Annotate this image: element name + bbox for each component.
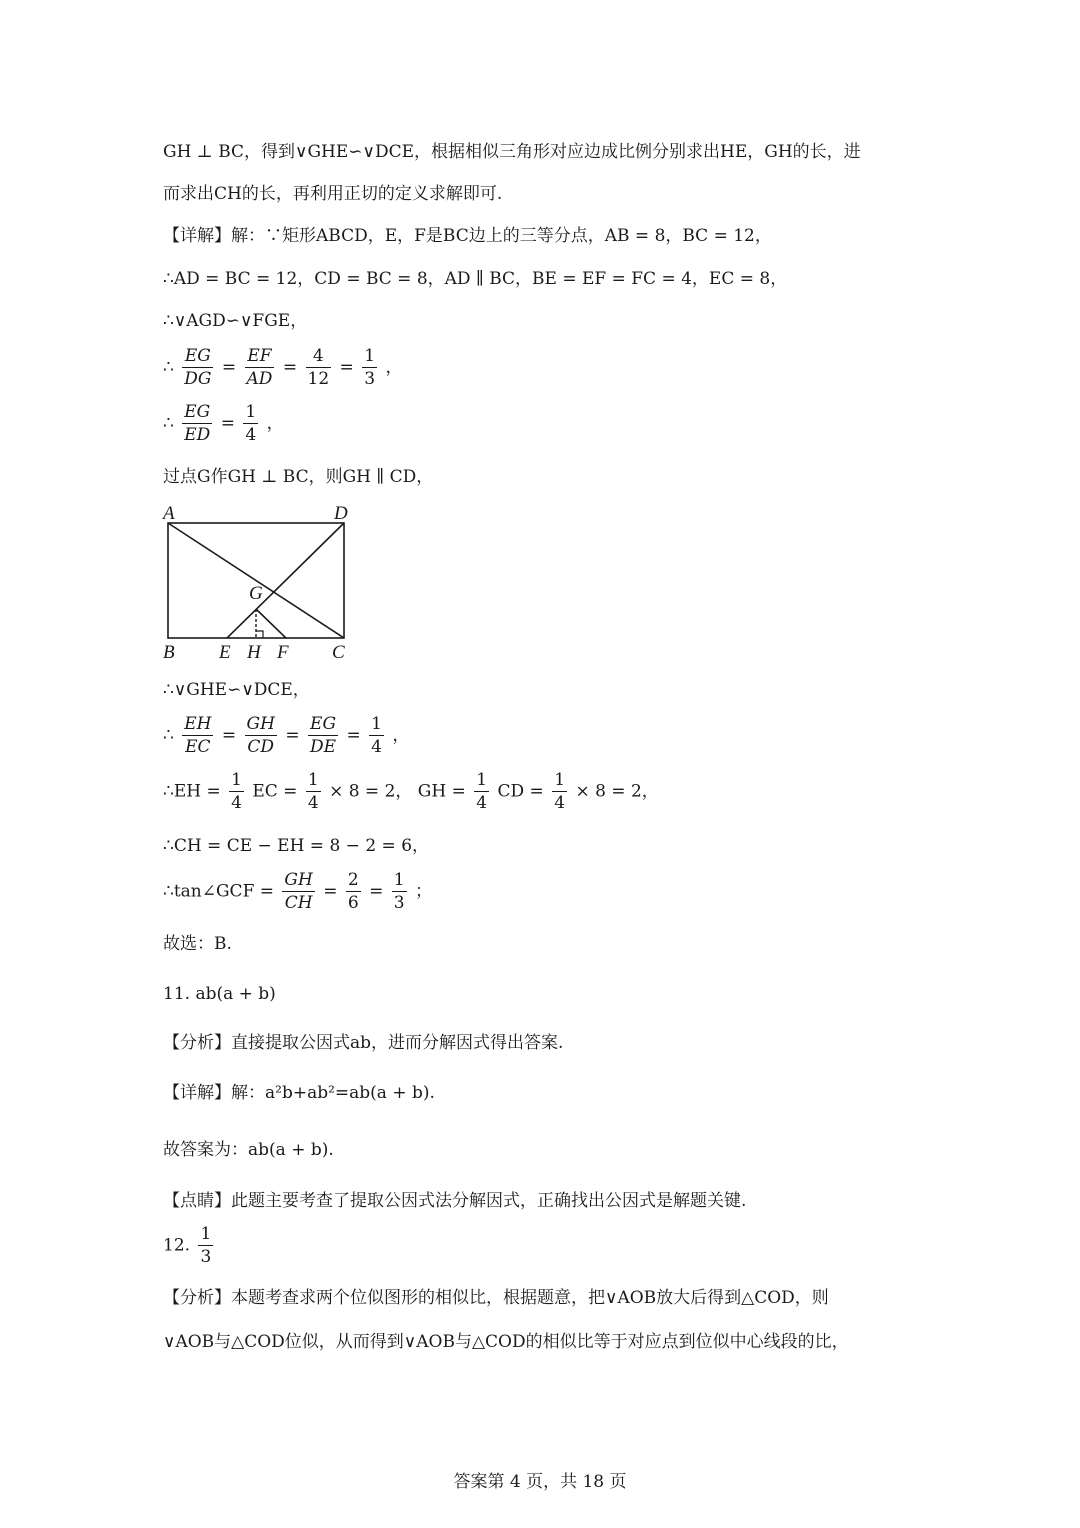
frac-den: 3	[364, 369, 376, 389]
frac-num: 1	[245, 402, 257, 422]
question-11-answer: 11. ab(a + b)	[163, 984, 276, 1004]
construction-line: 过点G作GH ⊥ BC，则GH ∥ CD，	[163, 467, 434, 487]
frac-num: 2	[347, 870, 359, 890]
frac-den: CH	[284, 893, 313, 913]
frac-den: 4	[371, 737, 382, 757]
eq-suffix: ，	[385, 357, 403, 378]
equation-ratio-2: ∴ $\frac{EG}{ED}$ = $\frac{1}{4}$ ，	[163, 402, 284, 445]
question-11-result: 故答案为：ab(a + b).	[163, 1140, 334, 1160]
frac-den: AD	[246, 369, 273, 389]
question-12-answer	[163, 1226, 216, 1266]
frac-num: 1	[371, 714, 382, 734]
frac-num: GH	[246, 714, 275, 734]
frac-den: 4	[554, 793, 566, 813]
label-a: A	[163, 503, 175, 524]
page-footer: 答案第 4 页，共 18 页	[453, 1472, 627, 1492]
frac-num: EG	[182, 348, 213, 368]
right-angle-mark	[256, 631, 263, 638]
eq-mid: CD =	[497, 781, 544, 802]
label-b: B	[163, 642, 175, 663]
label-f: F	[277, 642, 289, 663]
eq-prefix: ∴EH =	[163, 781, 221, 802]
eq-mid: EC =	[252, 781, 298, 802]
frac-num: 1	[364, 346, 376, 366]
question-number: 12.	[163, 1235, 191, 1256]
eq-suffix: ，	[392, 725, 410, 746]
segment-gf	[256, 609, 286, 638]
frac-num: 1	[200, 1224, 212, 1244]
segment-ed	[227, 523, 344, 638]
eq-prefix: ∴	[163, 725, 174, 746]
label-e: E	[219, 642, 231, 663]
frac-den: 4	[245, 425, 257, 445]
detail-line-3: ∴∨AGD∽∨FGE，	[163, 311, 308, 331]
frac-den: 3	[200, 1247, 212, 1267]
question-12-analysis-1: 【分析】本题考查求两个位似图形的相似比，根据题意，把∨AOB放大后得到△COD，则	[163, 1288, 829, 1308]
frac-num: 4	[306, 348, 332, 368]
eq-prefix: ∴tan∠GCF =	[163, 881, 275, 902]
frac-den: 4	[231, 793, 242, 813]
detail-line-1: 【详解】解：∵矩形ABCD，E，F是BC边上的三等分点，AB = 8，BC = 12，	[163, 226, 772, 246]
frac-num: GH	[284, 870, 313, 890]
question-11-comment: 【点睛】此题主要考查了提取公因式法分解因式，正确找出公因式是解题关键.	[163, 1191, 747, 1211]
frac-num: EG	[308, 716, 338, 736]
label-h: H	[247, 642, 261, 663]
eq-suffix: ；	[415, 881, 433, 902]
frac-den: 4	[476, 793, 488, 813]
frac-den: 4	[307, 793, 319, 813]
eq-suffix: ，	[266, 413, 284, 434]
frac-num: EH	[184, 714, 212, 734]
geometry-figure	[155, 500, 365, 665]
analysis-line-1: GH ⊥ BC，得到∨GHE∽∨DCE，根据相似三角形对应边成比例分别求出HE，GH的长，进	[163, 142, 861, 162]
frac-num: 1	[307, 770, 319, 790]
equation-ratio-1: ∴ $\frac{EG}{DG}$ = $\frac{EF}{AD}$ = $\frac{4}{12}$ = $\frac{1}{3}$ ，	[163, 346, 403, 389]
frac-num: 1	[554, 770, 566, 790]
eq-suffix: × 8 = 2，	[575, 781, 659, 802]
equation-eh-gh	[163, 772, 659, 812]
frac-den: 12	[307, 369, 330, 389]
equation-tan: ∴tan∠GCF = $\frac{GH}{CH}$ = $\frac{2}{6}$ = $\frac{1}{3}$ ；	[163, 870, 433, 913]
frac-num: EG	[182, 404, 212, 424]
frac-den: EC	[185, 737, 211, 757]
equation-ch: ∴CH = CE − EH = 8 − 2 = 6，	[163, 836, 430, 856]
detail-line-2: ∴AD = BC = 12，CD = BC = 8，AD ∥ BC，BE = EF = FC = 4，EC = 8，	[163, 269, 788, 289]
equation-ratio-3: ∴ $\frac{EH}{EC}$ = $\frac{GH}{CD}$ = $\frac{EG}{DE}$ = $\frac{1}{4}$ ，	[163, 714, 410, 757]
similar-triangles-line: ∴∨GHE∽∨DCE，	[163, 680, 310, 700]
frac-num: 1	[393, 870, 405, 890]
frac-den: DE	[310, 737, 337, 757]
frac-den: 3	[393, 893, 405, 913]
eq-mid: × 8 = 2， GH =	[329, 781, 466, 802]
frac-den: CD	[247, 737, 275, 757]
frac-den: ED	[184, 425, 211, 445]
question-11-detail: 【详解】解：a²b+ab²=ab(a + b).	[163, 1083, 435, 1103]
frac-den: DG	[184, 369, 212, 389]
answer-choice: 故选：B.	[163, 934, 232, 954]
frac-den: 6	[347, 893, 359, 913]
frac-num: 1	[231, 770, 242, 790]
eq-prefix: ∴	[163, 413, 174, 434]
frac-num: 1	[476, 770, 488, 790]
label-d: D	[334, 503, 348, 524]
question-12-analysis-2: ∨AOB与△COD位似，从而得到∨AOB与△COD的相似比等于对应点到位似中心线段的比，	[163, 1332, 849, 1352]
eq-prefix: ∴	[163, 357, 174, 378]
label-g: G	[249, 583, 263, 604]
question-11-analysis: 【分析】直接提取公因式ab，进而分解因式得出答案.	[163, 1033, 564, 1053]
analysis-line-2: 而求出CH的长，再利用正切的定义求解即可.	[163, 184, 503, 204]
label-c: C	[332, 642, 345, 663]
frac-num: EF	[245, 348, 275, 368]
